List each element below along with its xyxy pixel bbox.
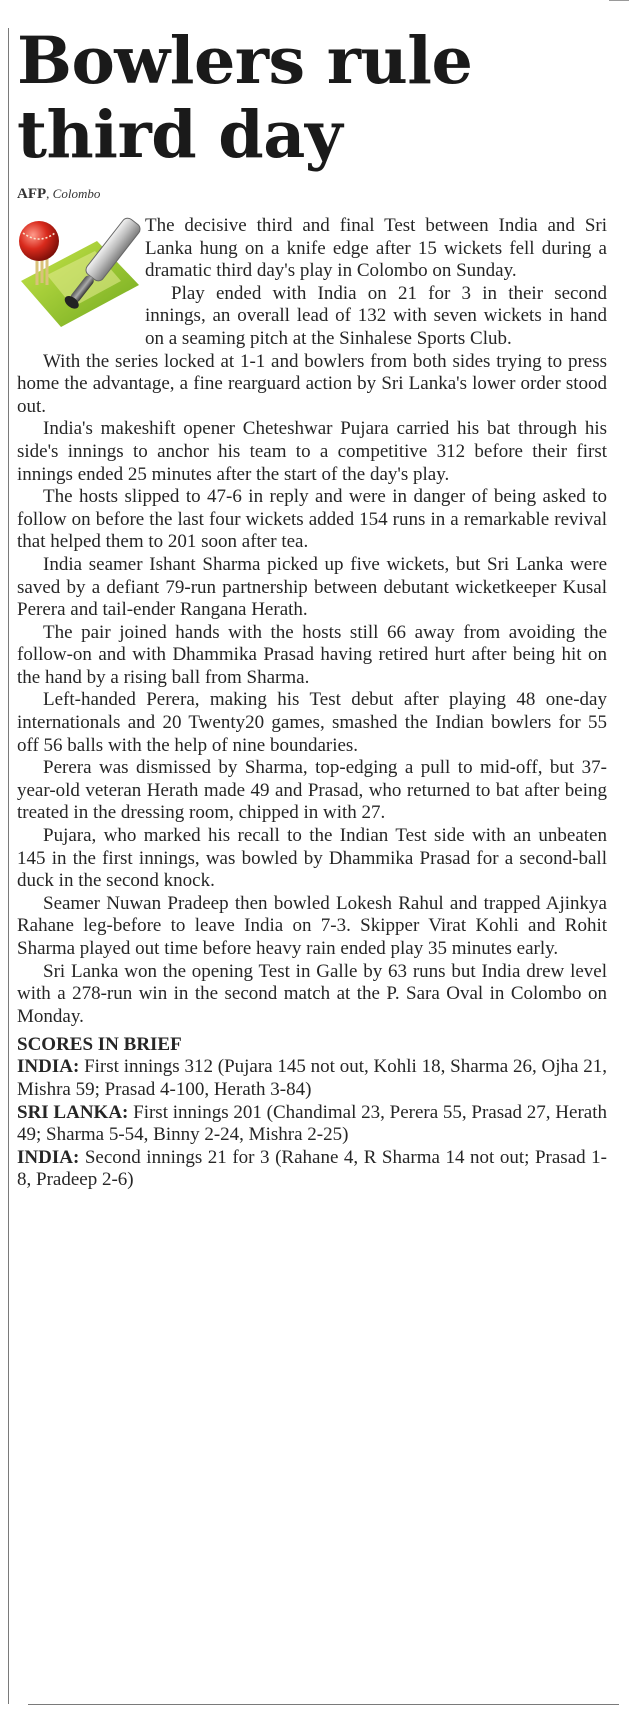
score-team: INDIA: bbox=[17, 1056, 80, 1078]
score-team: SRI LANKA: bbox=[17, 1101, 129, 1123]
paragraph-6: India seamer Ishant Sharma picked up five wickets, but Sri Lanka were saved by a defiant 79-run partnership between debutant wicketkeeper Kusal Perera and tail-ender Rangana Herath. bbox=[17, 553, 607, 621]
score-line-india-first bbox=[17, 1056, 607, 1101]
score-detail: Second innings 21 for 3 (Rahane 4, R Sharma 14 not out; Prasad 1-8, Pradeep 2-6) bbox=[17, 1146, 607, 1191]
top-right-rule bbox=[609, 0, 629, 6]
paragraph-12: Sri Lanka won the opening Test in Galle by 63 runs but India drew level with a 278-run win in the second match at the P. Sara Oval in Colombo on Monday. bbox=[17, 960, 607, 1027]
score-detail: First innings 201 (Chandimal 23, Perera 55, Prasad 27, Herath 49; Sharma 5-54, Binny 2-24, Mishra 2-25) bbox=[17, 1101, 607, 1146]
bottom-rule bbox=[28, 1704, 619, 1705]
left-column-rule bbox=[8, 28, 9, 1704]
article-body bbox=[17, 215, 607, 1028]
score-line-india-second bbox=[17, 1147, 607, 1192]
news-article bbox=[17, 24, 607, 1192]
scores-heading: SCORES IN BRIEF bbox=[17, 1034, 182, 1056]
scores-in-brief bbox=[17, 1056, 607, 1192]
score-detail: First innings 312 (Pujara 145 not out, Kohli 18, Sharma 26, Ojha 21, Mishra 59; Prasad 4-100, Herath 3-84) bbox=[17, 1056, 607, 1100]
score-line-sri-lanka-first bbox=[17, 1102, 607, 1147]
headline: Bowlers rule third day bbox=[17, 23, 473, 173]
paragraph-4: India's makeshift opener Cheteshwar Pujara carried his bat through his side's innings to anchor his team to a competitive 312 before their first innings ended 25 minutes after the start of the day's play. bbox=[17, 418, 607, 485]
paragraph-5: The hosts slipped to 47-6 in reply and were in danger of being asked to follow on before the last four wickets added 154 runs in a remarkable revival that helped them to 201 soon after tea. bbox=[17, 486, 607, 553]
paragraph-2: Play ended with India on 21 for 3 in their second innings, an overall lead of 132 with seven wickets in hand on a seaming pitch at the Sinhalese Sports Club. bbox=[145, 282, 607, 349]
paragraph-3: With the series locked at 1-1 and bowlers from both sides trying to press home the advantage, a fine rearguard action by Sri Lanka's lower order stood out. bbox=[17, 350, 607, 417]
paragraph-8: Left-handed Perera, making his Test debut after playing 48 one-day internationals and 20 Twenty20 games, smashed the Indian bowlers for 55 off 56 balls with the help of nine boundaries. bbox=[17, 689, 607, 756]
paragraph-1: The decisive third and final Test between India and Sri Lanka hung on a knife edge after 15 wickets fell during a dramatic third day's play in Colombo on Sunday. bbox=[145, 215, 607, 282]
score-team: INDIA: bbox=[17, 1146, 80, 1168]
paragraph-10: Pujara, who marked his recall to the Indian Test side with an unbeaten 145 in the first innings, was bowled by Dhammika Prasad for a second-ball duck in the second knock. bbox=[17, 825, 607, 892]
byline: AFP, Colombo bbox=[17, 186, 101, 202]
paragraph-11: Seamer Nuwan Pradeep then bowled Lokesh Rahul and trapped Ajinkya Rahane leg-before to leave India on 7-3. Skipper Virat Kohli and Rohit Sharma played out time before heavy rain ended play 35 minutes early. bbox=[17, 892, 607, 959]
byline-agency: AFP bbox=[17, 186, 47, 202]
cricket-ball-bat-pitch-icon bbox=[17, 215, 141, 333]
byline-place: Colombo bbox=[52, 186, 101, 201]
paragraph-9: Perera was dismissed by Sharma, top-edging a pull to mid-off, but 37-year-old veteran Herath made 49 and Prasad, who returned to bat after being treated in the dressing room, chipped in with 27. bbox=[17, 757, 607, 824]
paragraph-7: The pair joined hands with the hosts still 66 away from avoiding the follow-on and with Dhammika Prasad having retired hurt after being hit on the hand by a rising ball from Sharma. bbox=[17, 621, 607, 688]
